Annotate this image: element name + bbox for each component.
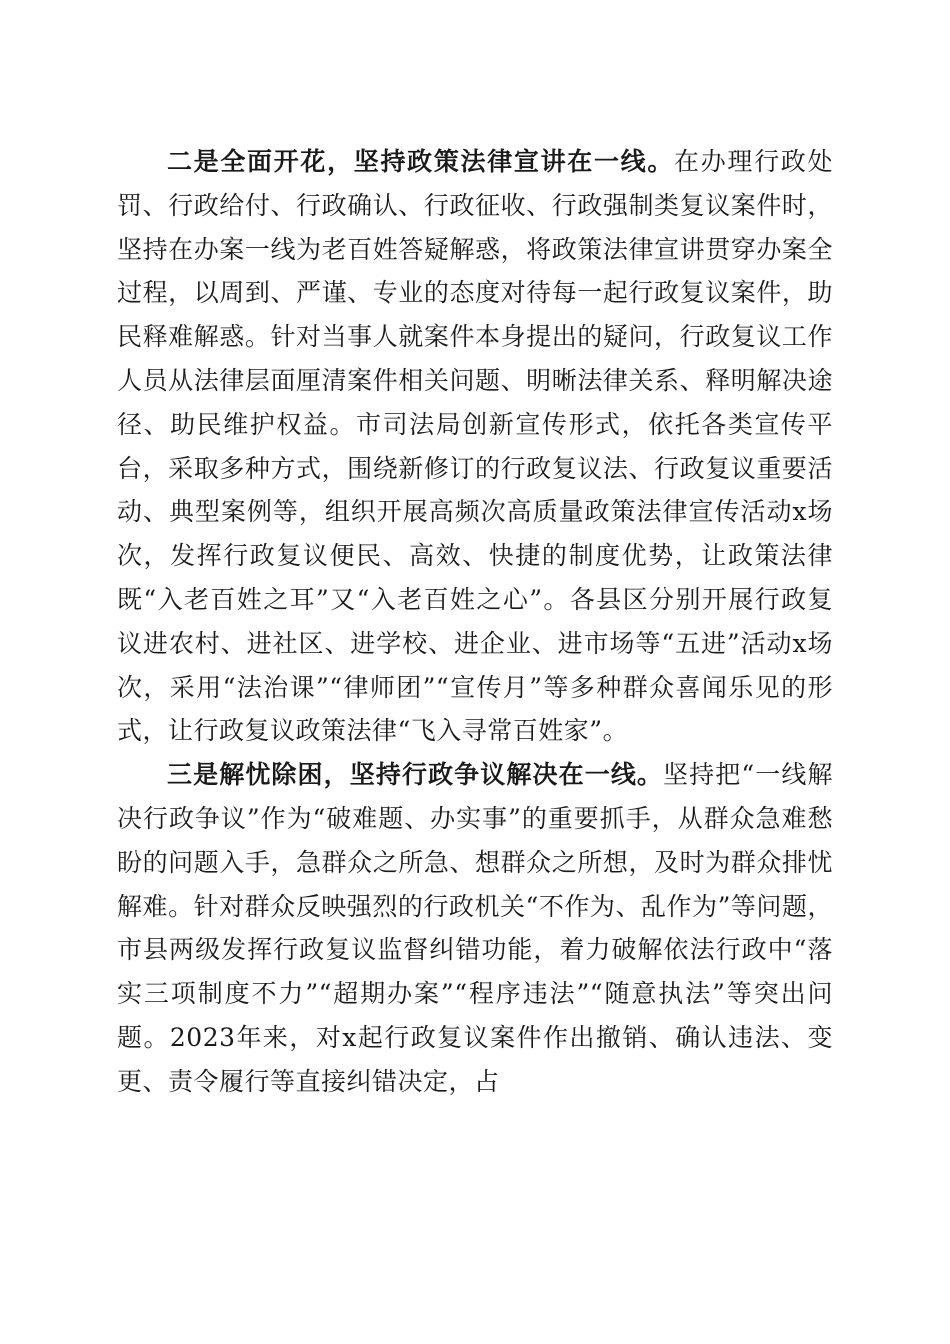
paragraph-3-text: 坚持把“一线解决行政争议”作为“破难题、办实事”的重要抓手，从群众急难愁盼的问题入手，急群众之所急、想群众之所想，及时为群众排忧解难。针对群众反映强烈的行政机关“不作为、乱作为”等问题，市县两级发挥行政复议监督纠错功能，着力破解依法行政中“落实三项制度不力”“超期办案”“程序违法”“随意执法”等突出问题。2023年来，对x起行政复议案件作出撤销、确认违法、变更、责令履行等直接纠错决定，占 — [117, 760, 833, 1096]
document-body — [117, 140, 833, 1104]
paragraph-3-heading: 三是解忧除困，坚持行政争议解决在一线。 — [167, 760, 664, 790]
paragraph-2 — [117, 140, 833, 753]
paragraph-2-text: 在办理行政处罚、行政给付、行政确认、行政征收、行政强制类复议案件时，坚持在办案一线为老百姓答疑解惑，将政策法律宣讲贯穿办案全过程，以周到、严谨、专业的态度对待每一起行政复议案件，助民释难解惑。针对当事人就案件本身提出的疑问，行政复议工作人员从法律层面厘清案件相关问题、明晰法律关系、释明解决途径、助民维护权益。市司法局创新宣传形式，依托各类宣传平台，采取多种方式，围绕新修订的行政复议法、行政复议重要活动、典型案例等，组织开展高频次高质量政策法律宣传活动x场次，发挥行政复议便民、高效、快捷的制度优势，让政策法律既“入老百姓之耳”又“入老百姓之心”。各县区分别开展行政复议进农村、进社区、进学校、进企业、进市场等“五进”活动x场次，采用“法治课”“律师团”“宣传月”等多种群众喜闻乐见的形式，让行政复议政策法律“飞入寻常百姓家”。 — [117, 147, 833, 746]
paragraph-2-heading: 二是全面开花，坚持政策法律宣讲在一线。 — [167, 147, 675, 176]
paragraph-3 — [117, 753, 833, 1103]
